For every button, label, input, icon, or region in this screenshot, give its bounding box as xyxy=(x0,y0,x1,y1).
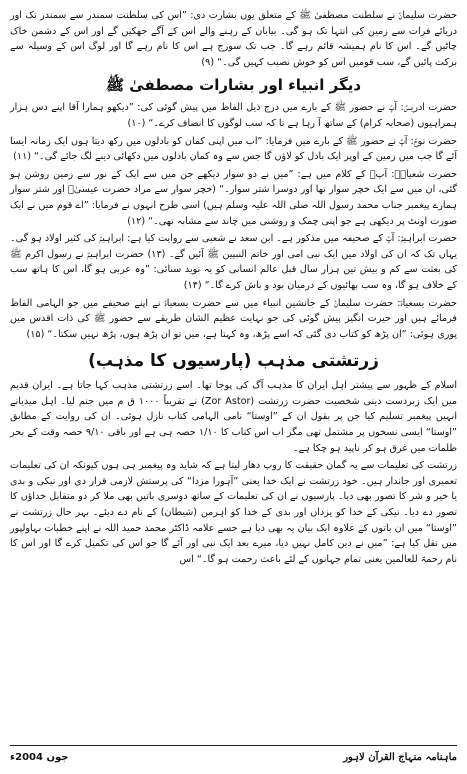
paragraph-ibrahim: حضرت ابراہیمؑ: آپؑ کے صحیفہ میں مذکور ہے۔ ابن سعد نے شعبی سے روایت کیا ہے: ابراہیمؑ کی کثیر اولاد ہو گی۔ یہاں تک کہ ان کی اولاد میں ایک نبی امی اور خاتم النبیین ﷺ آئیں گے۔ (۱۳) حضرت ابراہیمؑ نے رسول اکرم ﷺ کی بعثت سے کم و بیش تین ہزار سال قبل عالم انسانی کو یہ نوید سنائی: ”وہ عربی ہو گا، اس کا ہاتھ سب کے خلاف ہو گا، وہ سب بھائیوں کے درمیان بود و باش کرے گا۔“ (۱۴) xyxy=(10,233,457,291)
paragraph-nuh: حضرت نوحؑ: آپؑ نے حضور ﷺ کے بارے میں فرمایا: ”اب میں اپنی کمان کو بادلوں میں رکھ دیتا ہوں ایک زمانہ ایسا آئے گا جب میں زمین کے اوپر ایک بادل کو لاؤں گا جس سے وہ کمان بادلوں میں دکھائی دینے لگ جائے گی۔“ (۱۱) xyxy=(10,135,457,163)
publication-name: ماہنامہ منہاج القرآن لاہور xyxy=(343,751,457,763)
paragraph-zoroaster-intro: اسلام کے ظہور سے پیشتر اہل ایران کا مذہب آگ کی پوجا تھا۔ اسے زرتشتی مذہب کہا جاتا ہے۔ ایران قدیم میں ایک زبردست دینی شخصیت حضرت زرتشت (Zor Astor) نے تقریباً ۱۰۰۰ ق م میں جنم لیا۔ اہل میدیانے انہیں پیغمبر تسلیم کیا جن پر بقول ان کے ”اوستا“ نامی الہامی کتاب نازل ہوئی۔ ان کی روایت کے مطابق ”اوستا“ ایسی نسخوں پر مشتمل تھی مگر اب اس کتاب کا ۱/۱۰ حصہ ہی ہے اور باقی ۹/۱۰ حصہ وقت کے بحر ظلمات میں غرق ہو کر ناپید ہو چکا ہے۔ xyxy=(10,380,458,454)
paragraph-solomon: حضرت سلیمانؑ نے سلطنت مصطفیٰ ﷺ کے متعلق یوں بشارت دی: ”اس کی سلطنت سمندر سے سمندر تک اور دریائے فرات سے زمین کی انتہا تک ہو گی۔ بیابان کے رہنے والے اس کے آگے جھکیں گے اور اس کے دشمن خاک چاٹیں گے۔ اس کا نام ہمیشہ قائم رہے گا۔ جب تک سورج ہے اس کا نام رہے گا اور لوگ اس کے وسیلہ سے برکت پائیں گے، سب قومیں اس کو خوش نصیب کہیں گی۔“ (۹) xyxy=(10,10,457,68)
paragraph-zoroaster-teachings: زرتشت کی تعلیمات سے یہ گمان حقیقت کا روپ دھار لیتا ہے کہ شاید وہ پیغمبر ہی ہوں کیونکہ ان کی تعلیمات تعمیری اور جاندار ہیں۔ خود زرتشت نے ایک خدا یعنی ”آہورا مزدا“ کی پرستش لازمی قرار دی اور نیکی و بدی یا خیر و شر کا تصور بھی دیا۔ پارسیوں نے ان کی تعلیمات کے ساتھ دوسری باتیں بھی ملا کر دو متقابل خداؤں کا تصور دے دیا۔ نیکی کے خدا کو یزداں اور بدی کے خدا کو اہرمن (شیطان) کے نام دے دیئے۔ بہر حال زرتشت نے ”اوستا“ میں ان باتوں کے علاوہ ایک بیان یہ بھی دیا ہے جسے علامہ ڈاکٹر محمد حمید اللہ نے اپنے خطبات بہاولپور میں نقل کیا ہے: ”میں نے دین کامل نہیں دیا، میرے بعد ایک نبی اور آئے گا جو اس کی تکمیل کرے گا اور اس کا نام رحمۃ للعالمین یعنی تمام جہانوں کے لئے باعث رحمت ہو گا۔“ اس xyxy=(10,460,457,565)
page-footer xyxy=(10,745,457,768)
issue-date: جون 2004ء xyxy=(10,751,69,763)
section-heading-zoroastrianism: زرتشتی مذہب (پارسیوں کا مذہب) xyxy=(88,351,379,372)
paragraph-idris: حضرت ادریسؑ: آپؑ نے حضور ﷺ کے بارے میں درج ذیل الفاظ میں پیش گوئی کی: ”دیکھو ہمارا آقا اپنے دس ہزار ہمراہیوں (صحابہ کرام) کے ساتھ آ رہا ہے تا کہ سب لوگوں کا انصاف کرے۔“ (۱۰) xyxy=(10,102,457,129)
paragraph-shaya: حضرت شعیاہؑ: آپؑ کے کلام میں ہے: ”میں نے دو سوار دیکھے جن میں سے ایک کے نور سے زمین روشن ہو گئی، ان میں سے ایک خچر سوار تھا اور دوسرا شتر سوار۔“ (خچر سوار سے مراد حضرت عیسیٰؑ اور شتر سوار ہمارے پیغمبر جناب محمد رسول اللہ صلی اللہ علیہ وسلم ہیں) اسی طرح انہوں نے فرمایا: ”اے قوم میں نے ایک صورت اونٹ پر دیکھی ہے جو اپنی چمک و روشنی میں چاند سے مشابہ تھی۔“ (۱۲) xyxy=(10,168,457,227)
paragraph-yasaiah: حضرت یسعیاہؑ: حضرت سلیمانؑ کے جانشین انبیاء میں سے حضرت یسعیاہؑ نے اپنے صحیفے میں جو الہامی الفاظ فرمائے ہیں اور حیرت انگیز پیش گوئی کی جو نہایت عظیم الشان طریقے سے حضور ﷺ کی ذات اقدس میں پوری ہوئی: ”ان پڑھ کو کتاب دی گئی کہ اسے پڑھ، وہ کہتا ہے، میں تو ان پڑھ ہوں، پڑھ نہیں سکتا۔“ (۱۵) xyxy=(10,297,457,340)
section-heading-other-prophets: دیگر انبیاء اور بشارات مصطفیٰ ﷺ xyxy=(105,76,362,95)
